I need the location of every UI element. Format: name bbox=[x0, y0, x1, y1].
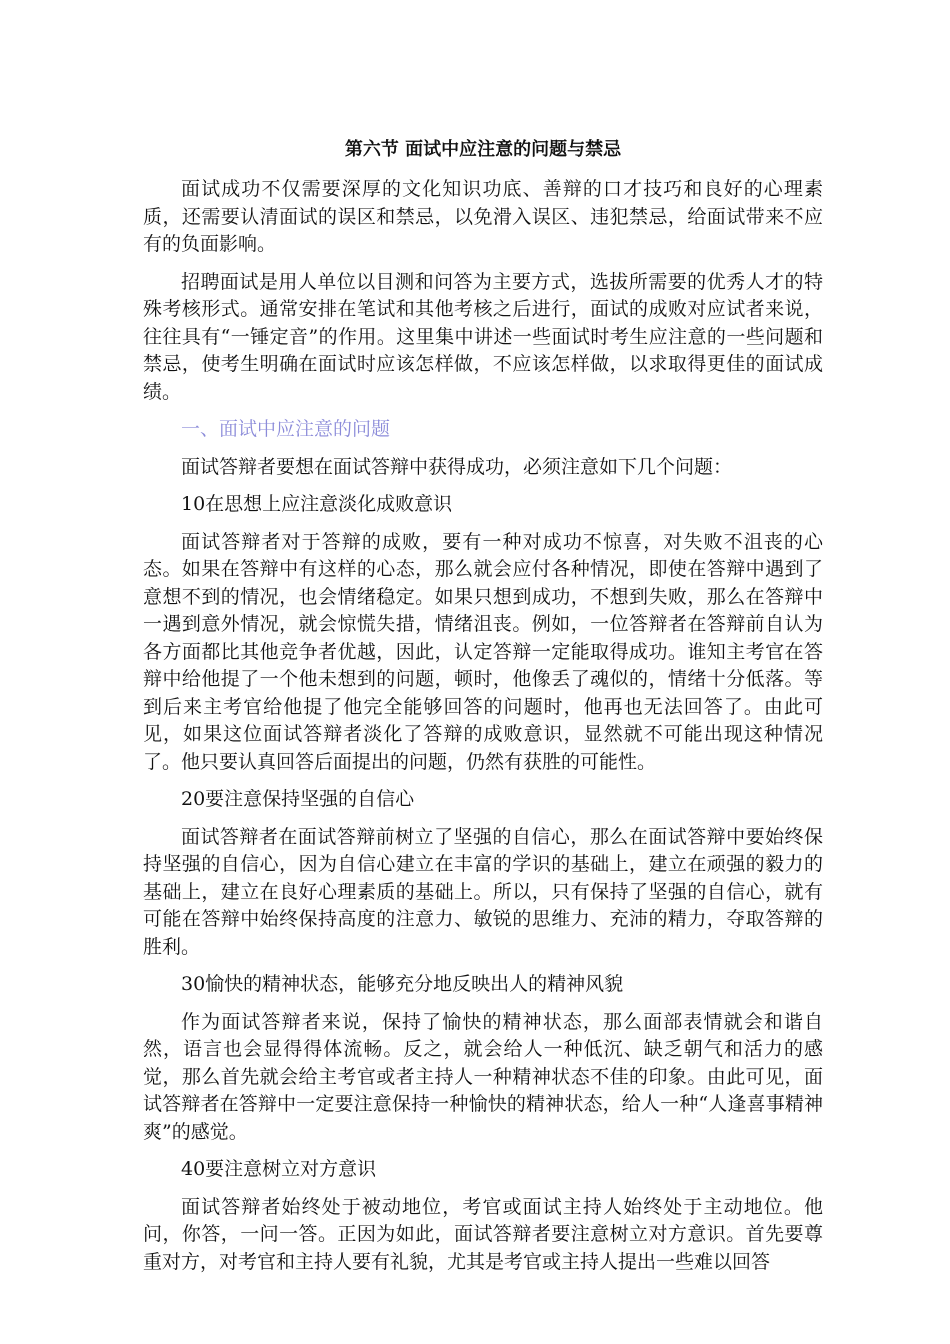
paragraph: 面试答辩者要想在面试答辩中获得成功，必须注意如下几个问题： bbox=[181, 455, 733, 478]
paragraph: 作为面试答辩者来说，保持了愉快的精神状态，那么面部表情就会和谐自然，语言也会显得得体流畅。反之，就会给人一种低沉、缺乏朝气和活力的感觉，那么首先就会给主考官或者主持人一种精神状态不佳的印象。由此可见，面试答辩者在答辩中一定要注意保持一种愉快的精神状态，给人一种“人逢喜事精神爽”的感觉。 bbox=[143, 1010, 823, 1143]
subheading: 30愉快的精神状态，能够充分地反映出人的精神风貌 bbox=[181, 973, 624, 995]
section-heading: 一、面试中应注意的问题 bbox=[181, 418, 391, 440]
page-title: 第六节 面试中应注意的问题与禁忌 bbox=[344, 139, 622, 160]
paragraph: 面试答辩者对于答辩的成败，要有一种对成功不惊喜，对失败不沮丧的心态。如果在答辩中有这样的心态，那么就会应付各种情况，即使在答辩中遇到了意想不到的情况，也会情绪稳定。如果只想到成功，不想到失败，那么在答辩中一遇到意外情况，就会惊慌失措，情绪沮丧。例如，一位答辩者在答辩前自认为各方面都比其他竞争者优越，因此，认定答辩一定能取得成功。谁知主考官在答辩中给他提了一个他未想到的问题，顿时，他像丢了魂似的，情绪十分低落。等到后来主考官给他提了他完全能够回答的问题时，他再也无法回答了。由此可见，如果这位面试答辩者淡化了答辩的成败意识，显然就不可能出现这种情况了。他只要认真回答后面提出的问题，仍然有获胜的可能性。 bbox=[143, 530, 823, 773]
paragraph: 招聘面试是用人单位以目测和问答为主要方式，选拔所需要的优秀人才的特殊考核形式。通常安排在笔试和其他考核之后进行，面试的成败对应试者来说，往往具有“一锤定音”的作用。这里集中讲述一些面试时考生应注意的一些问题和禁忌，使考生明确在面试时应该怎样做，不应该怎样做，以求取得更佳的面试成绩。 bbox=[143, 270, 823, 403]
subheading: 10在思想上应注意淡化成败意识 bbox=[181, 493, 453, 515]
document-body bbox=[143, 136, 823, 1286]
paragraph: 面试成功不仅需要深厚的文化知识功底、善辩的口才技巧和良好的心理素质，还需要认清面试的误区和禁忌，以免滑入误区、违犯禁忌，给面试带来不应有的负面影响。 bbox=[143, 178, 823, 255]
subheading: 20要注意保持坚强的自信心 bbox=[181, 788, 415, 810]
paragraph: 面试答辩者始终处于被动地位，考官或面试主持人始终处于主动地位。他问，你答，一问一答。正因为如此，面试答辩者要注意树立对方意识。首先要尊重对方，对考官和主持人要有礼貌，尤其是考官或主持人提出一些难以回答 bbox=[143, 1195, 823, 1273]
paragraph: 面试答辩者在面试答辩前树立了坚强的自信心，那么在面试答辩中要始终保持坚强的自信心，因为自信心建立在丰富的学识的基础上，建立在顽强的毅力的基础上，建立在良好心理素质的基础上。所以，只有保持了坚强的自信心，就有可能在答辩中始终保持高度的注意力、敏锐的思维力、充沛的精力，夺取答辩的胜利。 bbox=[143, 825, 823, 958]
subheading: 40要注意树立对方意识 bbox=[181, 1158, 377, 1180]
